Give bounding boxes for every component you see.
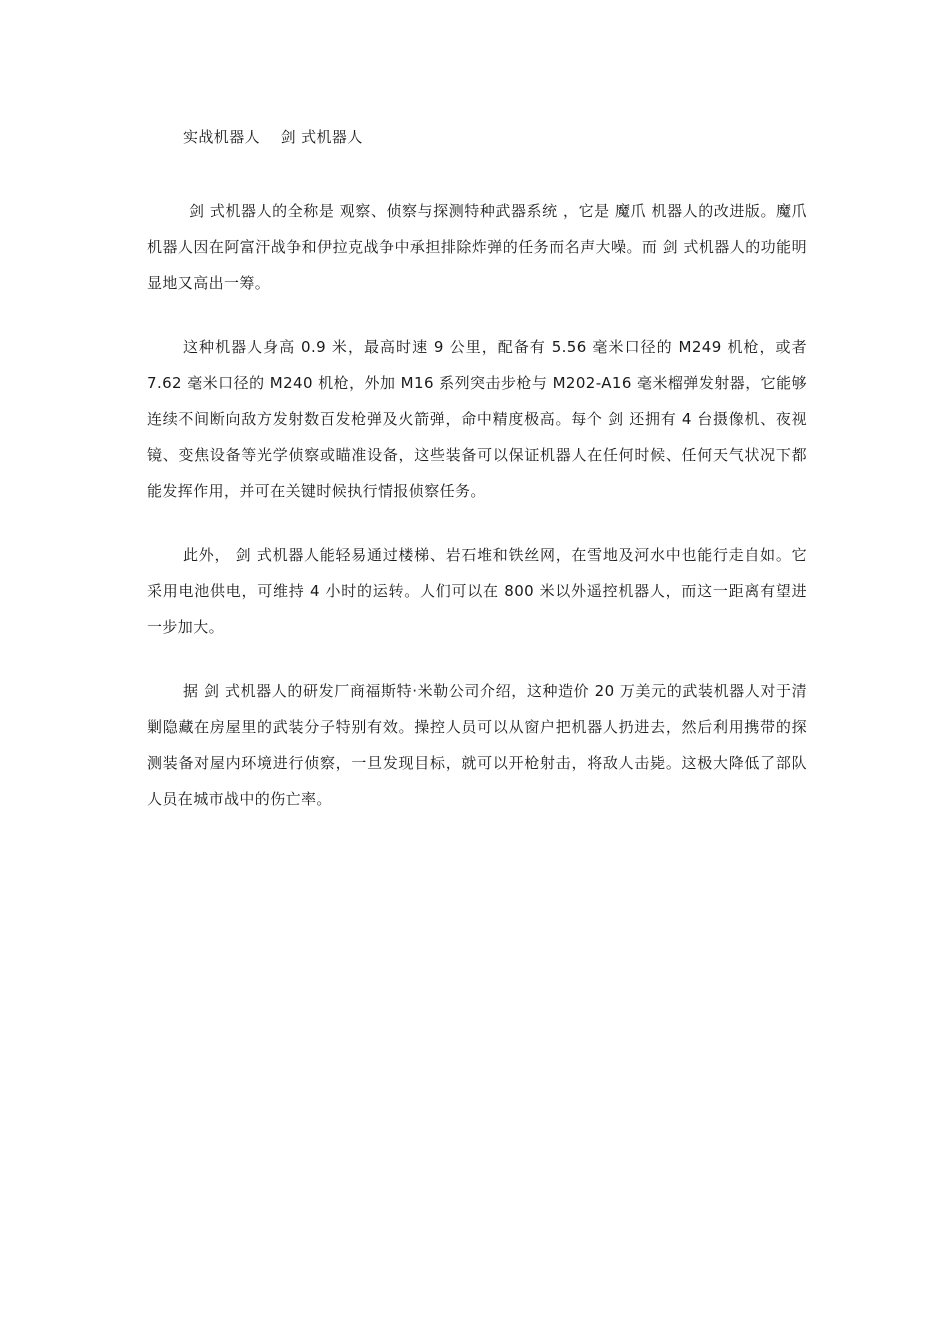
- document-body: [147, 121, 807, 845]
- document-title: 实战机器人 剑 式机器人: [183, 128, 363, 146]
- paragraph-mobility: 此外， 剑 式机器人能轻易通过楼梯、岩石堆和铁丝网，在雪地及河水中也能行走自如。它采用电池供电，可维持 4 小时的运转。人们可以在 800 米以外遥控机器人，而这一距离有望进一步加大。: [147, 546, 807, 636]
- paragraph-usage: 据 剑 式机器人的研发厂商福斯特·米勒公司介绍，这种造价 20 万美元的武装机器人对于清剿隐藏在房屋里的武装分子特别有效。操控人员可以从窗户把机器人扔进去，然后利用携带的探测装备对屋内环境进行侦察，一旦发现目标，就可以开枪射击，将敌人击毙。这极大降低了部队人员在城市战中的伤亡率。: [147, 682, 807, 808]
- paragraph-intro: 剑 式机器人的全称是 观察、侦察与探测特种武器系统 ，它是 魔爪 机器人的改进版。魔爪 机器人因在阿富汗战争和伊拉克战争中承担排除炸弹的任务而名声大噪。而 剑 式机器人的功能明显地又高出一筹。: [147, 202, 807, 292]
- paragraph-specs: 这种机器人身高 0.9 米，最高时速 9 公里，配备有 5.56 毫米口径的 M249 机枪，或者 7.62 毫米口径的 M240 机枪，外加 M16 系列突击步枪与 M202-A16 毫米榴弹发射器，它能够连续不间断向敌方发射数百发枪弹及火箭弹，命中精度极高。每个 剑 还拥有 4 台摄像机、夜视镜、变焦设备等光学侦察或瞄准设备，这些装备可以保证机器人在任何时候、任何天气状况下都能发挥作用，并可在关键时候执行情报侦察任务。: [147, 338, 807, 500]
